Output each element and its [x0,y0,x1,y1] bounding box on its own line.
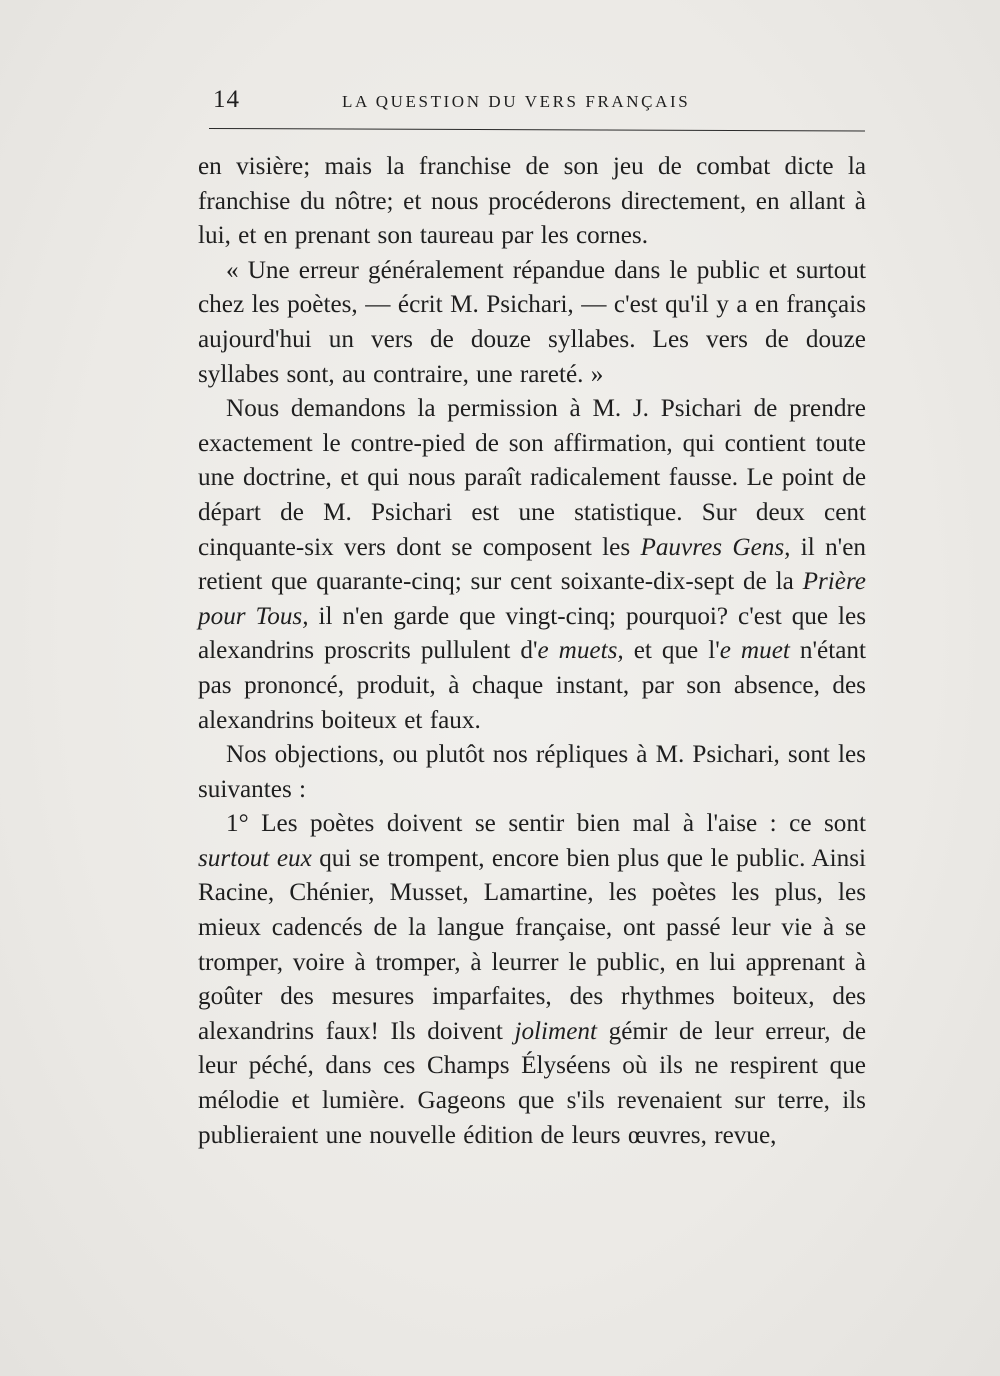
paragraph-4: Nos objections, ou plutôt nos répliques à M. Psichari, sont les suivantes : [198,741,866,803]
emphasis-surtout-eux: surtout eux [198,844,312,872]
paragraph-5 [198,807,866,1153]
paragraph-5-text-1: 1° Les poètes doivent se sentir bien mal à l'aise : ce sont [226,810,866,838]
paragraph-3-text-3: il n'en garde que vingt-cinq; pourquoi? c'est que les alexandrins proscrits pullulent d' [198,602,866,665]
paragraph-2: « Une erreur généralement répandue dans le public et surtout chez les poètes, — écrit M. Psichari, — c'est qu'il y a en français aujourd'hui un vers de douze syllabes. Les vers de douze syllabes sont, au contraire, une rareté. » [198,256,866,388]
paragraph-5-text-2: qui se trompent, encore bien plus que le public. Ainsi Racine, Chénier, Musset, Lamartine, les poètes les plus, les mieux cadencés de la langue française, ont passé leur vie à se tromper, voire à tromper, à leurrer le public, en lui apprenant à goûter des mesures imparfaites, des rhythmes boiteux, des alexandrins faux! Ils doivent [198,844,866,1045]
paragraph-3-text-5: n'étant pas prononcé, produit, à chaque instant, par son absence, des alexandrins boiteux et faux. [198,637,866,734]
header-rule [209,128,865,132]
body-text [198,150,866,1153]
running-title: LA QUESTION DU VERS FRANÇAIS [342,92,691,111]
title-pauvres-gens: Pauvres Gens, [640,533,791,561]
paragraph-1: en visière; mais la franchise de son jeu de combat dicte la franchise du nôtre; et nous procéderons directement, en allant à lui, et en prenant son taureau par les cornes. [198,153,866,250]
emphasis-e-muets: e muets, [537,637,624,665]
paragraph-5-text-3: gémir de leur erreur, de leur péché, dans ces Champs Élyséens où ils ne respirent que mélodie et lumière. Gageons que s'ils revenaient sur terre, ils publieraient une nouvelle édition de leurs œuvres, revue, [198,1017,866,1149]
page-number: 14 [213,86,240,113]
title-priere-pour-tous: Prière pour Tous, [198,568,866,630]
paragraph-3-text-2: il n'en retient que quarante-cinq; sur cent soixante-dix-sept de la [198,533,866,596]
paragraph-3-text-4: et que l' [623,637,720,665]
paragraph-3-text-1: Nous demandons la permission à M. J. Psichari de prendre exactement le contre-pied de son affirmation, qui contient toute une doctrine, et qui nous paraît radicalement fausse. Le point de départ de M. Psichari est une statistique. Sur deux cent cinquante-six vers dont se composent les [198,395,866,561]
emphasis-joliment: joliment [514,1017,598,1045]
paragraph-3 [198,392,866,738]
emphasis-e-muet: e muet [719,637,790,665]
page-header [205,86,865,122]
